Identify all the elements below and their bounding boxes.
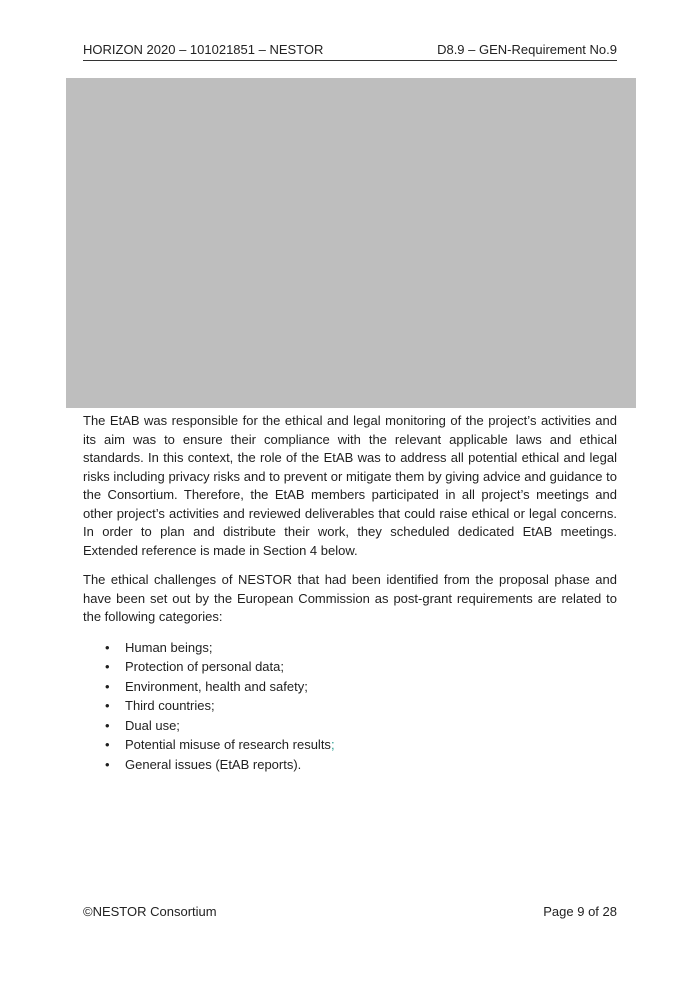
document-body (83, 412, 617, 774)
list-item (83, 716, 617, 736)
list-item-text: General issues (EtAB reports). (125, 756, 302, 772)
list-item-text: Potential misuse of research results (125, 737, 331, 752)
bullet-icon: • (105, 756, 110, 772)
list-item-text: Third countries; (125, 698, 215, 713)
page-header (83, 40, 617, 61)
page-number: Page 9 of 28 (543, 904, 617, 919)
bullet-icon: • (105, 717, 110, 733)
list-item (83, 677, 617, 697)
header-project-id: HORIZON 2020 – 101021851 – NESTOR (83, 42, 324, 57)
list-item (83, 638, 617, 658)
list-item-text: Dual use; (125, 717, 180, 733)
list-item-text: Human beings; (125, 639, 213, 655)
figure-placeholder (66, 78, 636, 408)
bullet-icon: • (105, 639, 110, 655)
list-item (83, 657, 617, 677)
list-item (83, 755, 617, 775)
paragraph-etab-role: The EtAB was responsible for the ethical and legal monitoring of the project’s activities and its aim was to ensure their compliance with the relevant applicable laws and ethical standards. In this context, the role of the EtAB was to address all potential ethical and legal risks including privacy risks and to prevent or mitigate them by giving advice and guidance to the Consortium. Therefore, the EtAB members participated in all project’s meetings and other project’s activities and reviewed deliverables that could raise ethical or legal concerns. In order to plan and distribute their work, they scheduled dedicated EtAB meetings. Extended reference is made in Section 4 below. (83, 413, 617, 558)
list-item-suffix: ; (330, 737, 335, 752)
bullet-icon: • (105, 678, 110, 694)
ethics-categories-list (83, 638, 617, 775)
footer-copyright: ©NESTOR Consortium (83, 904, 217, 919)
paragraph-ethical-challenges: The ethical challenges of NESTOR that had been identified from the proposal phase and have been set out by the European Commission as post-grant requirements are related to the following categories: (83, 572, 617, 624)
bullet-icon: • (105, 698, 110, 713)
bullet-icon: • (105, 659, 110, 674)
list-item-text: Protection of personal data; (125, 659, 284, 674)
list-item-text: Environment, health and safety; (125, 678, 308, 694)
list-item (83, 696, 617, 716)
bullet-icon: • (105, 737, 110, 752)
list-item (83, 735, 617, 755)
header-deliverable-id: D8.9 – GEN-Requirement No.9 (437, 42, 617, 57)
